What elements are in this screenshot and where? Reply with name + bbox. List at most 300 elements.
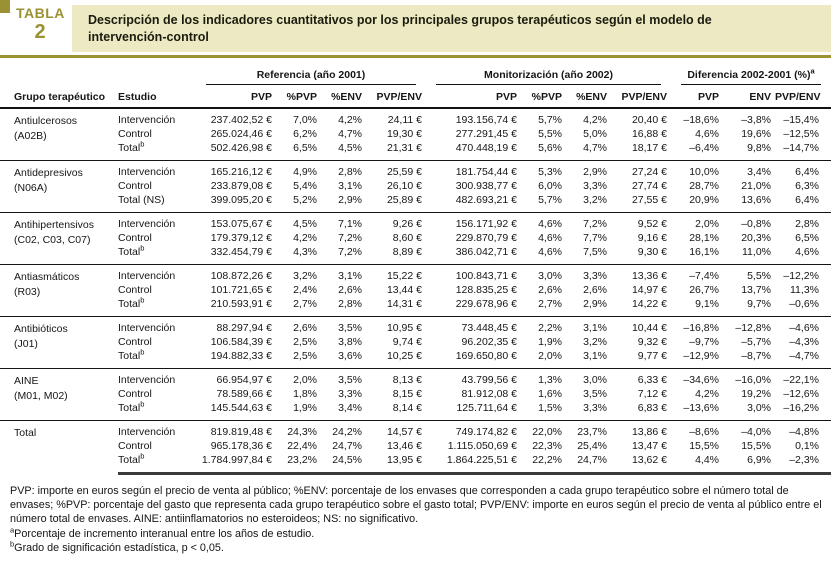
value-cell: 2,6% [276, 316, 321, 335]
value-cell: 10,0% [671, 160, 723, 179]
group-2 [0, 212, 831, 264]
value-cell: –15,4% [775, 108, 831, 127]
value-cell: 502.426,98 € [210, 141, 272, 154]
column-header-row [0, 85, 831, 108]
value-cell: 13,62 € [611, 453, 671, 474]
value-cell: 106.584,39 € [210, 335, 272, 348]
value-cell: –3,8% [723, 108, 775, 127]
col-header-dif-pvp: PVP [671, 85, 723, 108]
group-name-cell [0, 160, 118, 212]
value-cell: 24,11 € [366, 108, 426, 127]
value-cell: –5,7% [741, 335, 771, 348]
value-cell: 2,0% [671, 212, 723, 231]
value-cell: 4,3% [293, 245, 317, 258]
group-name: Antibióticos [14, 322, 68, 335]
value-cell: 10,25 € [386, 349, 422, 362]
value-cell: 8,15 € [392, 387, 422, 400]
table-row [0, 179, 831, 193]
value-cell: 194.882,33 € [210, 349, 272, 362]
study-cell: Control [118, 335, 152, 348]
value-cell: 4,5% [338, 141, 362, 154]
value-cell: 7,7% [583, 231, 607, 244]
col-header-ref-pvp: PVP [196, 85, 276, 108]
value-cell: 13,86 € [611, 420, 671, 439]
table-row [0, 160, 831, 179]
value-cell: 2,5% [293, 349, 317, 362]
value-cell: 2,8% [338, 297, 362, 310]
value-cell: 101.721,65 € [210, 283, 272, 296]
value-cell: 26,7% [689, 283, 719, 296]
value-cell: 78.589,66 € [216, 387, 272, 400]
value-cell: –4,3% [789, 335, 819, 348]
span-diferencia-text: Diferencia 2002-2001 (%) [687, 68, 811, 81]
col-header-mon-pctenv: %ENV [566, 85, 611, 108]
study-cell: Total$^b$ [118, 295, 145, 310]
table-row [0, 401, 831, 421]
span-monitorizacion [426, 67, 671, 85]
value-cell: 2,5% [293, 335, 317, 348]
value-cell: 128.835,25 € [455, 283, 517, 296]
value-cell: 4,2% [293, 231, 317, 244]
value-cell: 28,7% [689, 179, 719, 192]
value-cell: 233.879,08 € [210, 179, 272, 192]
study-sup: b [140, 347, 145, 357]
value-cell: 2,6% [338, 283, 362, 296]
value-cell: 24,7% [566, 453, 611, 474]
group-code: (A02B) [14, 129, 47, 142]
group-code: (R03) [14, 285, 41, 298]
table-header [0, 67, 831, 108]
group-name: Total [14, 426, 37, 439]
value-cell: 2,9% [566, 160, 611, 179]
value-cell: 4,6% [695, 127, 719, 140]
value-cell: 3,0% [566, 368, 611, 387]
value-cell: 22,3% [532, 439, 562, 452]
value-cell: 5,5% [538, 127, 562, 140]
group-name-cell [0, 368, 118, 420]
table-row [0, 212, 831, 231]
value-cell: 24,2% [321, 420, 366, 439]
corner-accent-mark [0, 0, 10, 13]
value-cell: 9,32 € [637, 335, 667, 348]
value-cell: 1,5% [538, 401, 562, 414]
group-name: Antiulcerosos [14, 114, 78, 127]
value-cell: –6,4% [689, 141, 719, 154]
span-referencia [196, 67, 426, 85]
study-sup: b [140, 139, 145, 149]
value-cell: 4,6% [538, 245, 562, 258]
value-cell: 7,2% [566, 212, 611, 231]
study-sup: b [140, 295, 145, 305]
study-cell: Intervención [118, 316, 196, 335]
table-row [0, 420, 831, 439]
value-cell: 3,6% [338, 349, 362, 362]
value-cell: 210.593,91 € [210, 297, 272, 310]
study-cell: Intervención [118, 368, 196, 387]
value-cell: –0,8% [723, 212, 775, 231]
group-name-cell [0, 212, 118, 264]
value-cell: 3,5% [321, 316, 366, 335]
group-name: Antidepresivos [14, 166, 83, 179]
value-cell: 6,9% [723, 453, 775, 474]
value-cell: 2,9% [583, 297, 607, 310]
value-cell: 5,7% [521, 108, 566, 127]
study-cell: Total$^b$ [118, 399, 145, 414]
value-cell: 5,7% [538, 193, 562, 206]
value-cell: 11,0% [742, 245, 771, 258]
value-cell: 24,7% [332, 439, 362, 452]
footnotes [0, 484, 831, 556]
value-cell: 14,22 € [631, 297, 667, 310]
footnote-b-text: Grado de significación estadística, p < 0,05. [14, 542, 224, 555]
value-cell: –4,8% [775, 420, 831, 439]
table-row [0, 193, 831, 213]
col-header-estudio: Estudio [118, 85, 196, 108]
value-cell: 332.454,79 € [210, 245, 272, 258]
value-cell: 386.042,71 € [455, 245, 517, 258]
value-cell: 9,74 € [392, 335, 422, 348]
value-cell: 3,3% [583, 401, 607, 414]
value-cell: –4,7% [789, 349, 819, 362]
study-sup: b [140, 399, 145, 409]
group-code: (C02, C03, C07) [14, 233, 91, 246]
value-cell: 2,7% [538, 297, 562, 310]
value-cell: 3,0% [747, 401, 771, 414]
study-cell: Intervención [118, 420, 196, 439]
footnote-a [10, 527, 825, 541]
value-cell: 9,16 € [637, 231, 667, 244]
value-cell: 153.075,67 € [196, 212, 276, 231]
table-row [0, 368, 831, 387]
group-name: Antiasmáticos [14, 270, 80, 283]
value-cell: 399.095,20 € [210, 193, 272, 206]
value-cell: 2,8% [775, 212, 831, 231]
value-cell: 819.819,48 € [196, 420, 276, 439]
value-cell: 237.402,52 € [196, 108, 276, 127]
value-cell: 73.448,45 € [426, 316, 521, 335]
col-header-ref-pctpvp: %PVP [276, 85, 321, 108]
col-header-ref-pvpenv: PVP/ENV [366, 85, 426, 108]
value-cell: 19,2% [741, 387, 771, 400]
value-cell: 2,8% [321, 160, 366, 179]
value-cell: 9,52 € [611, 212, 671, 231]
value-cell: 179.379,12 € [210, 231, 272, 244]
table-row [0, 316, 831, 335]
value-cell: 3,3% [583, 179, 607, 192]
value-cell: 27,55 € [631, 193, 667, 206]
col-header-dif-pvpenv: PVP/ENV [775, 85, 831, 108]
value-cell: 16,1% [689, 245, 719, 258]
table-row [0, 245, 831, 265]
value-cell: 2,0% [276, 368, 321, 387]
value-cell: 13,47 € [631, 439, 667, 452]
col-header-mon-pctpvp: %PVP [521, 85, 566, 108]
value-cell: –0,6% [789, 297, 819, 310]
value-cell: 2,6% [538, 283, 562, 296]
group-name-cell [0, 264, 118, 316]
value-cell: 15,5% [741, 439, 771, 452]
value-cell: 6,3% [795, 179, 819, 192]
page-header [0, 0, 831, 58]
value-cell: 88.297,94 € [196, 316, 276, 335]
value-cell: 4,4% [671, 453, 723, 474]
table-row [0, 127, 831, 141]
footnote-b-sup: b [10, 539, 15, 549]
group-name-cell [0, 420, 118, 473]
value-cell: 3,1% [566, 316, 611, 335]
value-cell: 229.678,96 € [455, 297, 517, 310]
value-cell: 4,6% [795, 245, 819, 258]
value-cell: –8,7% [741, 349, 771, 362]
study-sup: b [140, 243, 145, 253]
value-cell: 27,24 € [611, 160, 671, 179]
value-cell: –12,8% [723, 316, 775, 335]
value-cell: 1.864.225,51 € [426, 453, 521, 474]
value-cell: 1,3% [521, 368, 566, 387]
table-row [0, 141, 831, 161]
group-name: AINE [14, 374, 39, 387]
group-5 [0, 368, 831, 420]
value-cell: 25,4% [577, 439, 607, 452]
value-cell: 125.711,64 € [456, 401, 517, 414]
study-cell: Control [118, 179, 152, 192]
value-cell: 2,9% [338, 193, 362, 206]
header-rule [0, 55, 831, 58]
value-cell: 2,4% [293, 283, 317, 296]
value-cell: 6,83 € [637, 401, 667, 414]
value-cell: 6,5% [293, 141, 317, 154]
value-cell: 6,4% [775, 160, 831, 179]
value-cell: 9,26 € [366, 212, 426, 231]
value-cell: 24,3% [276, 420, 321, 439]
value-cell: 193.156,74 € [426, 108, 521, 127]
value-cell: –9,7% [689, 335, 719, 348]
value-cell: 14,97 € [631, 283, 667, 296]
value-cell: 15,22 € [366, 264, 426, 283]
value-cell: 25,59 € [366, 160, 426, 179]
value-cell: 3,0% [521, 264, 566, 283]
value-cell: 13,95 € [366, 453, 426, 474]
value-cell: 20,40 € [611, 108, 671, 127]
footnote-a-text: Porcentaje de incremento interanual entre los años de estudio. [14, 527, 315, 540]
value-cell: –12,2% [775, 264, 831, 283]
value-cell: 6,2% [293, 127, 317, 140]
study-cell: Control [118, 387, 152, 400]
table-title: Descripción de los indicadores cuantitativos por los principales grupos terapéuticos según el modelo de intervención-control [88, 13, 712, 44]
value-cell: 4,6% [521, 212, 566, 231]
value-cell: 3,2% [583, 193, 607, 206]
value-cell: 156.171,92 € [426, 212, 521, 231]
group-code: (J01) [14, 337, 38, 350]
value-cell: 3,1% [583, 349, 607, 362]
table-row [0, 349, 831, 369]
value-cell: 6,5% [795, 231, 819, 244]
value-cell: 7,5% [583, 245, 607, 258]
value-cell: –2,3% [775, 453, 831, 474]
value-cell: 24,5% [321, 453, 366, 474]
value-cell: 5,5% [723, 264, 775, 283]
value-cell: 749.174,82 € [426, 420, 521, 439]
value-cell: 7,0% [276, 108, 321, 127]
table-row [0, 297, 831, 317]
group-1 [0, 160, 831, 212]
value-cell: 8,13 € [366, 368, 426, 387]
value-cell: –16,2% [783, 401, 819, 414]
value-cell: 9,1% [695, 297, 719, 310]
value-cell: –4,6% [775, 316, 831, 335]
value-cell: –34,6% [671, 368, 723, 387]
span-spacer [0, 67, 196, 85]
group-name: Antihipertensivos [14, 218, 94, 231]
value-cell: 265.024,46 € [210, 127, 272, 140]
col-header-mon-pvp: PVP [426, 85, 521, 108]
value-cell: 7,2% [338, 231, 362, 244]
value-cell: 8,89 € [392, 245, 422, 258]
value-cell: –14,7% [783, 141, 819, 154]
value-cell: 3,1% [321, 264, 366, 283]
value-cell: 6,4% [795, 193, 819, 206]
value-cell: 229.870,79 € [455, 231, 517, 244]
value-cell: 96.202,35 € [461, 335, 517, 348]
study-cell: Intervención [118, 212, 196, 231]
value-cell: 66.954,97 € [196, 368, 276, 387]
span-diferencia [671, 67, 831, 85]
value-cell: 2,7% [293, 297, 317, 310]
group-6 [0, 420, 831, 473]
value-cell: 3,4% [338, 401, 362, 414]
span-diferencia-label [681, 66, 821, 85]
value-cell: –16,8% [671, 316, 723, 335]
value-cell: 3,2% [583, 335, 607, 348]
value-cell: –13,6% [683, 401, 719, 414]
study-cell: Total$^b$ [118, 453, 196, 474]
value-cell: 25,89 € [386, 193, 422, 206]
value-cell: 5,4% [293, 179, 317, 192]
value-cell: 4,7% [338, 127, 362, 140]
value-cell: –4,0% [723, 420, 775, 439]
table-row [0, 231, 831, 245]
value-cell: 5,0% [583, 127, 607, 140]
value-cell: 20,3% [741, 231, 771, 244]
study-cell: Total (NS) [118, 193, 165, 206]
value-cell: 13,7% [741, 283, 771, 296]
value-cell: 81.912,08 € [461, 387, 517, 400]
table-label-word: TABLA [16, 5, 65, 21]
study-cell: Total$^b$ [118, 347, 145, 362]
value-cell: 8,14 € [392, 401, 422, 414]
value-cell: 470.448,19 € [455, 141, 517, 154]
value-cell: 6,33 € [611, 368, 671, 387]
value-cell: 2,0% [538, 349, 562, 362]
col-header-dif-env: ENV [723, 85, 775, 108]
value-cell: 9,7% [747, 297, 771, 310]
value-cell: –18,6% [671, 108, 723, 127]
value-cell: 4,2% [695, 387, 719, 400]
col-header-ref-pctenv: %ENV [321, 85, 366, 108]
value-cell: 3,5% [583, 387, 607, 400]
value-cell: 165.216,12 € [196, 160, 276, 179]
study-cell: Control [118, 127, 152, 140]
table-row [0, 283, 831, 297]
value-cell: 1,6% [538, 387, 562, 400]
value-cell: 5,6% [538, 141, 562, 154]
value-cell: 100.843,71 € [426, 264, 521, 283]
value-cell: 108.872,26 € [196, 264, 276, 283]
value-cell: 3,1% [338, 179, 362, 192]
value-cell: –12,5% [783, 127, 819, 140]
value-cell: –16,0% [723, 368, 775, 387]
value-cell: –22,1% [775, 368, 831, 387]
value-cell: 9,30 € [637, 245, 667, 258]
value-cell: 3,5% [321, 368, 366, 387]
value-cell: 300.938,77 € [455, 179, 517, 192]
value-cell: –12,6% [783, 387, 819, 400]
value-cell: 3,3% [338, 387, 362, 400]
study-cell: Total$^b$ [118, 243, 145, 258]
group-code: (M01, M02) [14, 389, 68, 402]
study-cell: Total$^b$ [118, 139, 145, 154]
group-code: (N06A) [14, 181, 48, 194]
value-cell: 18,17 € [631, 141, 667, 154]
value-cell: 181.754,44 € [426, 160, 521, 179]
value-cell: 26,10 € [386, 179, 422, 192]
table-row [0, 439, 831, 453]
value-cell: –8,6% [671, 420, 723, 439]
value-cell: 22,2% [521, 453, 566, 474]
value-cell: 13,44 € [386, 283, 422, 296]
value-cell: 10,95 € [366, 316, 426, 335]
group-name-cell [0, 316, 118, 368]
value-cell: –7,4% [671, 264, 723, 283]
value-cell: 13,36 € [611, 264, 671, 283]
value-cell: 169.650,80 € [455, 349, 517, 362]
study-cell: Intervención [118, 160, 196, 179]
value-cell: –12,9% [683, 349, 719, 362]
value-cell: 15,5% [689, 439, 719, 452]
value-cell: 21,0% [741, 179, 771, 192]
value-cell: 4,7% [583, 141, 607, 154]
span-referencia-label: Referencia (año 2001) [206, 69, 416, 85]
value-cell: 4,5% [276, 212, 321, 231]
value-cell: 27,74 € [631, 179, 667, 192]
col-header-mon-pvpenv: PVP/ENV [611, 85, 671, 108]
study-sup: b [140, 451, 145, 461]
group-4 [0, 316, 831, 368]
value-cell: 7,2% [338, 245, 362, 258]
value-cell: 3,8% [338, 335, 362, 348]
table-row [0, 335, 831, 349]
study-cell: Control [118, 283, 152, 296]
value-cell: 7,12 € [637, 387, 667, 400]
value-cell: 2,2% [521, 316, 566, 335]
value-cell: 20,9% [689, 193, 719, 206]
value-cell: 13,6% [741, 193, 771, 206]
indicators-table [0, 67, 831, 475]
value-cell: 1.115.050,69 € [447, 439, 517, 452]
value-cell: 5,2% [293, 193, 317, 206]
value-cell: 9,8% [747, 141, 771, 154]
value-cell: 3,2% [276, 264, 321, 283]
value-cell: 6,0% [538, 179, 562, 192]
study-cell: Intervención [118, 108, 196, 127]
span-monitorizacion-label: Monitorización (año 2002) [436, 69, 661, 85]
value-cell: 1,8% [293, 387, 317, 400]
value-cell: 21,31 € [386, 141, 422, 154]
value-cell: 8,60 € [392, 231, 422, 244]
span-diferencia-sup: a [810, 66, 815, 76]
table-row [0, 264, 831, 283]
group-3 [0, 264, 831, 316]
